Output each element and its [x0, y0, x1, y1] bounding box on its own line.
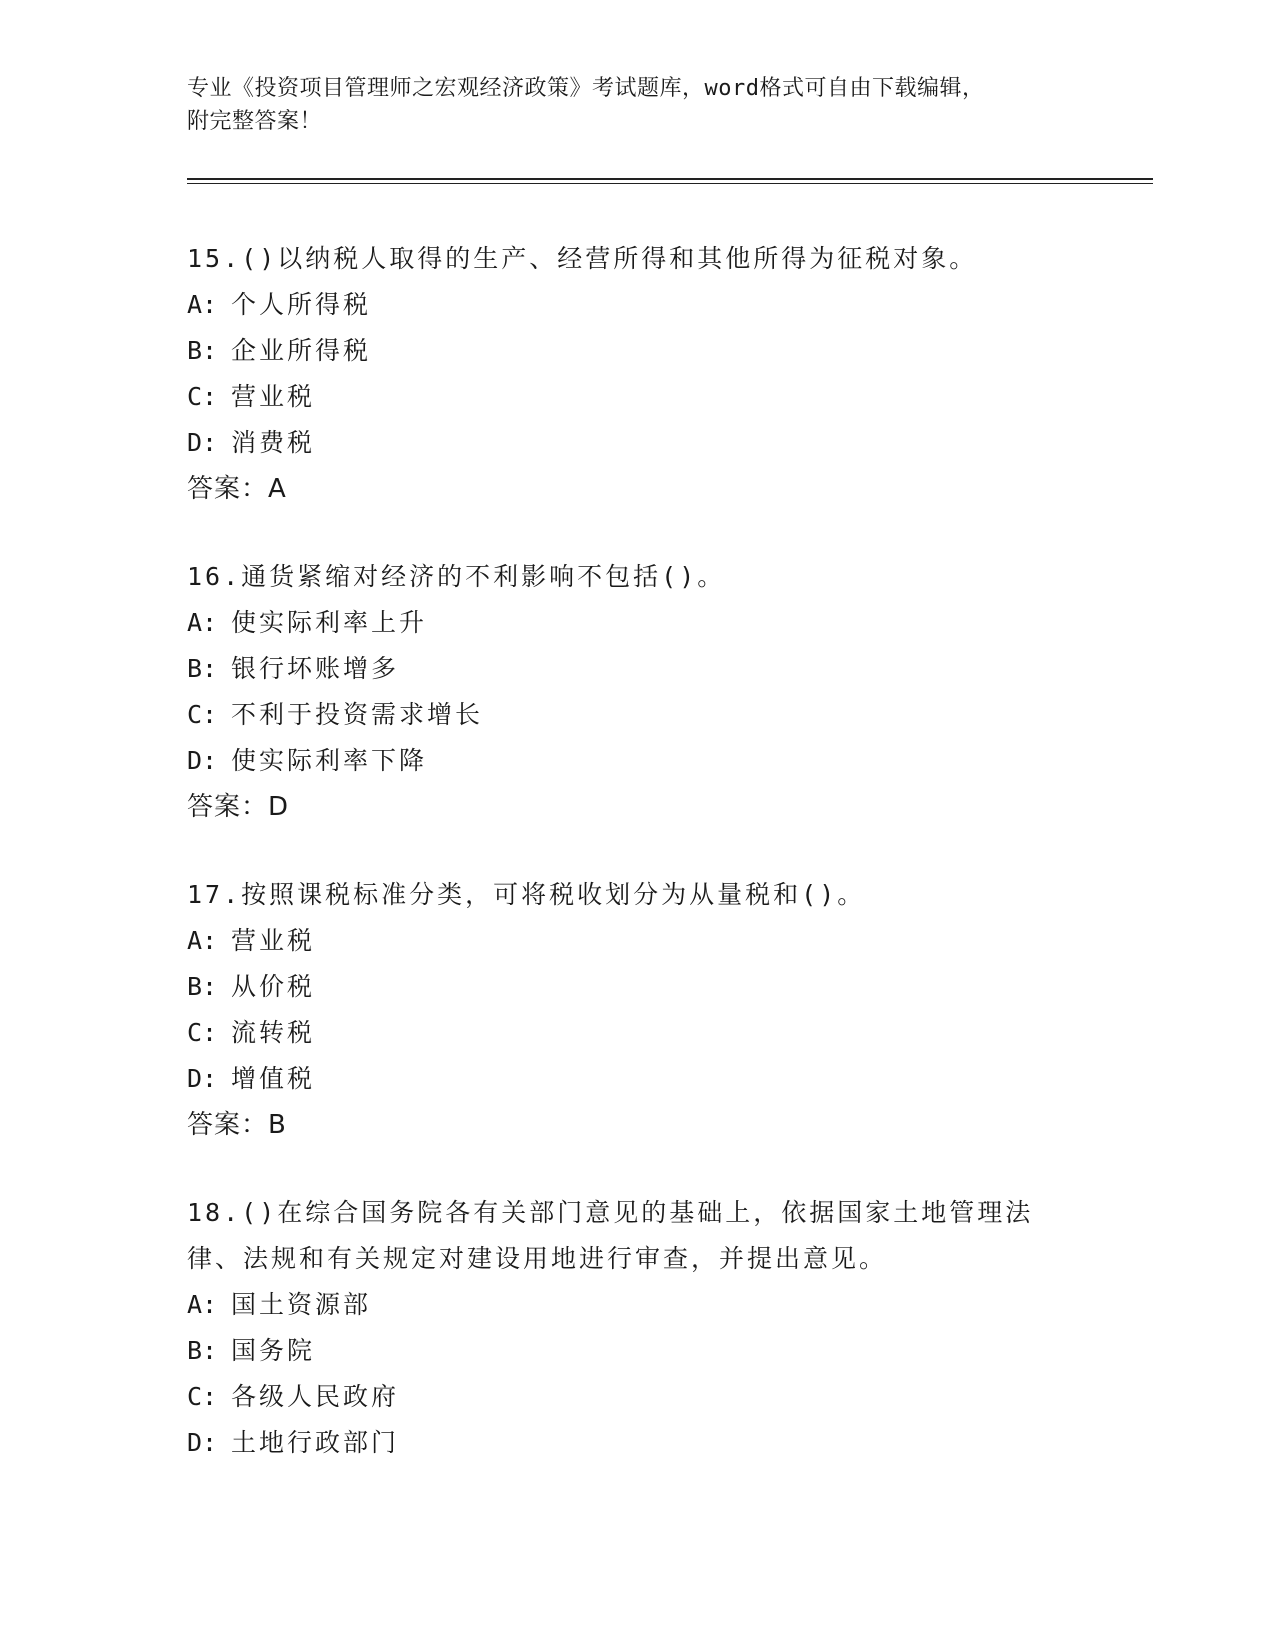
option-label: A: [187, 926, 218, 955]
option-b [187, 964, 1087, 1010]
option-c [187, 1010, 1087, 1056]
question-18 [187, 1190, 1087, 1466]
option-text: 增值税 [231, 1064, 316, 1093]
option-text: 营业税 [231, 382, 316, 411]
option-label: D: [187, 428, 218, 457]
question-16 [187, 554, 1087, 830]
option-c [187, 374, 1087, 420]
option-b [187, 1328, 1087, 1374]
header-line-2: 附完整答案！ [187, 109, 323, 134]
option-a [187, 918, 1087, 964]
option-a [187, 282, 1087, 328]
option-text: 流转税 [231, 1018, 316, 1047]
option-text: 国务院 [231, 1336, 316, 1365]
answer: 答案：D [187, 792, 290, 822]
question-text: 16.通货紧缩对经济的不利影响不包括()。 [187, 562, 726, 591]
option-b [187, 328, 1087, 374]
option-label: D: [187, 1428, 218, 1457]
option-label: A: [187, 608, 218, 637]
option-text: 各级人民政府 [231, 1382, 400, 1411]
header-rule-thick [187, 178, 1153, 180]
header-rule-thin [187, 183, 1153, 184]
option-text: 企业所得税 [231, 336, 372, 365]
option-label: A: [187, 1290, 218, 1319]
question-17 [187, 872, 1087, 1148]
question-list [187, 236, 1087, 1508]
option-d [187, 738, 1087, 784]
option-label: B: [187, 654, 218, 683]
header-line-1: 专业《投资项目管理师之宏观经济政策》考试题库，word格式可自由下载编辑， [187, 76, 985, 101]
option-text: 消费税 [231, 428, 316, 457]
option-b [187, 646, 1087, 692]
option-label: C: [187, 700, 218, 729]
question-15 [187, 236, 1087, 512]
option-text: 不利于投资需求增长 [231, 700, 484, 729]
answer: 答案：A [187, 474, 287, 504]
option-label: B: [187, 336, 218, 365]
option-label: C: [187, 1382, 218, 1411]
answer: 答案：B [187, 1110, 287, 1140]
option-text: 使实际利率上升 [231, 608, 428, 637]
option-c [187, 1374, 1087, 1420]
option-label: D: [187, 746, 218, 775]
option-text: 从价税 [231, 972, 316, 1001]
question-text: 15.()以纳税人取得的生产、经营所得和其他所得为征税对象。 [187, 244, 978, 273]
option-label: B: [187, 1336, 218, 1365]
option-label: C: [187, 1018, 218, 1047]
option-text: 使实际利率下降 [231, 746, 428, 775]
option-d [187, 1420, 1087, 1466]
option-a [187, 1282, 1087, 1328]
option-text: 国土资源部 [231, 1290, 372, 1319]
option-text: 营业税 [231, 926, 316, 955]
option-label: D: [187, 1064, 218, 1093]
option-label: B: [187, 972, 218, 1001]
question-text: 17.按照课税标准分类，可将税收划分为从量税和()。 [187, 880, 866, 909]
option-text: 土地行政部门 [231, 1428, 400, 1457]
question-text: 18.()在综合国务院各有关部门意见的基础上，依据国家土地管理法律、法规和有关规定对建设用地进行审查，并提出意见。 [187, 1198, 1034, 1273]
option-label: A: [187, 290, 218, 319]
option-text: 个人所得税 [231, 290, 372, 319]
document-header [187, 72, 1067, 138]
option-label: C: [187, 382, 218, 411]
option-d [187, 1056, 1087, 1102]
option-a [187, 600, 1087, 646]
option-d [187, 420, 1087, 466]
option-c [187, 692, 1087, 738]
option-text: 银行坏账增多 [231, 654, 400, 683]
